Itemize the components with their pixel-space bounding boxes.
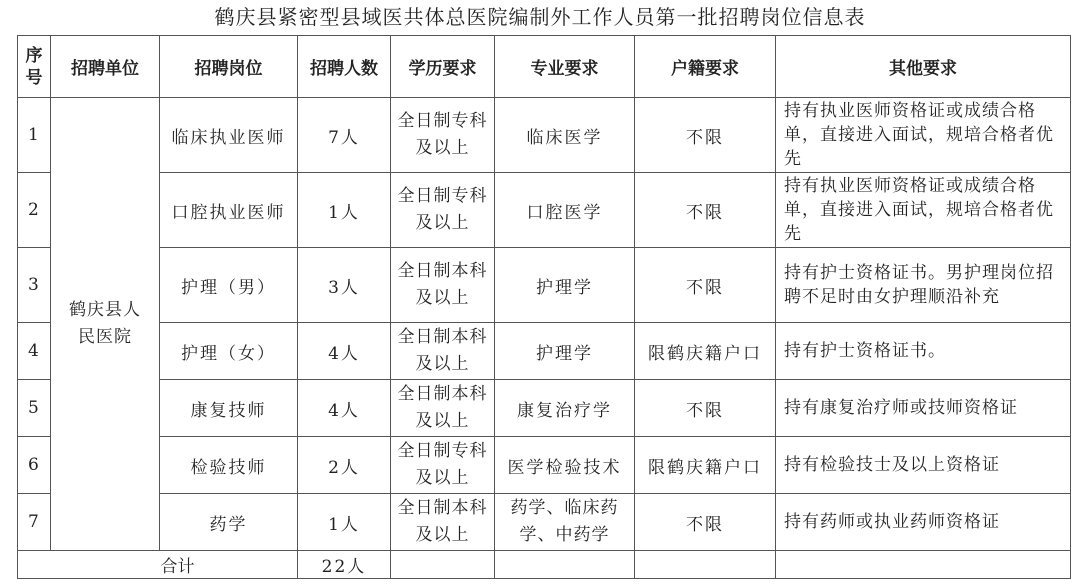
row-other: 持有药师或执业药师资格证: [776, 494, 1071, 551]
row-major: 药学、临床药学、中药学: [495, 494, 635, 551]
row-education: 全日制本科及以上: [391, 323, 495, 380]
row-major: 护理学: [495, 323, 635, 380]
row-education: 全日制本科及以上: [391, 494, 495, 551]
row-count: 1人: [298, 494, 391, 551]
row-position: 护理（男）: [160, 248, 298, 323]
header-major: 专业要求: [495, 36, 635, 98]
total-empty-cell: [391, 551, 495, 579]
row-seq: 4: [18, 323, 51, 380]
row-major: 医学检验技术: [495, 437, 635, 494]
header-seq: 序号: [18, 36, 51, 98]
row-seq: 1: [18, 98, 51, 173]
row-seq: 3: [18, 248, 51, 323]
row-education: 全日制本科及以上: [391, 248, 495, 323]
table-row: [18, 98, 1071, 173]
row-other: 持有检验技士及以上资格证: [776, 437, 1071, 494]
row-household: 不限: [635, 494, 776, 551]
row-major: 临床医学: [495, 98, 635, 173]
total-empty-cell: [776, 551, 1071, 579]
row-household: 不限: [635, 98, 776, 173]
header-unit: 招聘单位: [51, 36, 160, 98]
table-row: [18, 173, 1071, 248]
unit-cell: 鹤庆县人民医院: [51, 98, 160, 551]
row-other: 持有康复治疗师或技师资格证: [776, 380, 1071, 437]
total-row: [18, 551, 1071, 579]
table-row: [18, 323, 1071, 380]
row-household: 不限: [635, 380, 776, 437]
row-seq: 2: [18, 173, 51, 248]
table-row: [18, 437, 1071, 494]
row-household: 限鹤庆籍户口: [635, 323, 776, 380]
row-other: 持有护士资格证书。男护理岗位招聘不足时由女护理顺沿补充: [776, 248, 1071, 323]
row-education: 全日制专科及以上: [391, 98, 495, 173]
row-count: 4人: [298, 380, 391, 437]
page-title: 鹤庆县紧密型县域医共体总医院编制外工作人员第一批招聘岗位信息表: [214, 5, 866, 29]
row-major: 口腔医学: [495, 173, 635, 248]
header-household: 户籍要求: [635, 36, 776, 98]
row-count: 2人: [298, 437, 391, 494]
row-position: 口腔执业医师: [160, 173, 298, 248]
header-count: 招聘人数: [298, 36, 391, 98]
row-other: 持有护士资格证书。: [776, 323, 1071, 380]
row-household: 不限: [635, 248, 776, 323]
row-household: 不限: [635, 173, 776, 248]
table-row: [18, 380, 1071, 437]
total-label: 合计: [18, 551, 298, 579]
header-position: 招聘岗位: [160, 36, 298, 98]
row-education: 全日制专科及以上: [391, 437, 495, 494]
row-household: 限鹤庆籍户口: [635, 437, 776, 494]
row-major: 康复治疗学: [495, 380, 635, 437]
row-position: 临床执业医师: [160, 98, 298, 173]
total-count: 22人: [298, 551, 391, 579]
row-count: 3人: [298, 248, 391, 323]
row-position: 康复技师: [160, 380, 298, 437]
row-education: 全日制专科及以上: [391, 173, 495, 248]
positions-table: [17, 35, 1071, 579]
row-seq: 6: [18, 437, 51, 494]
row-position: 药学: [160, 494, 298, 551]
row-count: 1人: [298, 173, 391, 248]
total-empty-cell: [635, 551, 776, 579]
table-row: [18, 494, 1071, 551]
header-education: 学历要求: [391, 36, 495, 98]
table-header-row: [18, 36, 1071, 98]
total-empty-cell: [495, 551, 635, 579]
row-education: 全日制本科及以上: [391, 380, 495, 437]
row-position: 检验技师: [160, 437, 298, 494]
header-other: 其他要求: [776, 36, 1071, 98]
row-position: 护理（女）: [160, 323, 298, 380]
row-count: 4人: [298, 323, 391, 380]
row-seq: 5: [18, 380, 51, 437]
row-other: 持有执业医师资格证或成绩合格单，直接进入面试，规培合格者优先: [776, 173, 1071, 248]
row-seq: 7: [18, 494, 51, 551]
row-other: 持有执业医师资格证或成绩合格单，直接进入面试，规培合格者优先: [776, 98, 1071, 173]
row-count: 7人: [298, 98, 391, 173]
table-row: [18, 248, 1071, 323]
row-major: 护理学: [495, 248, 635, 323]
